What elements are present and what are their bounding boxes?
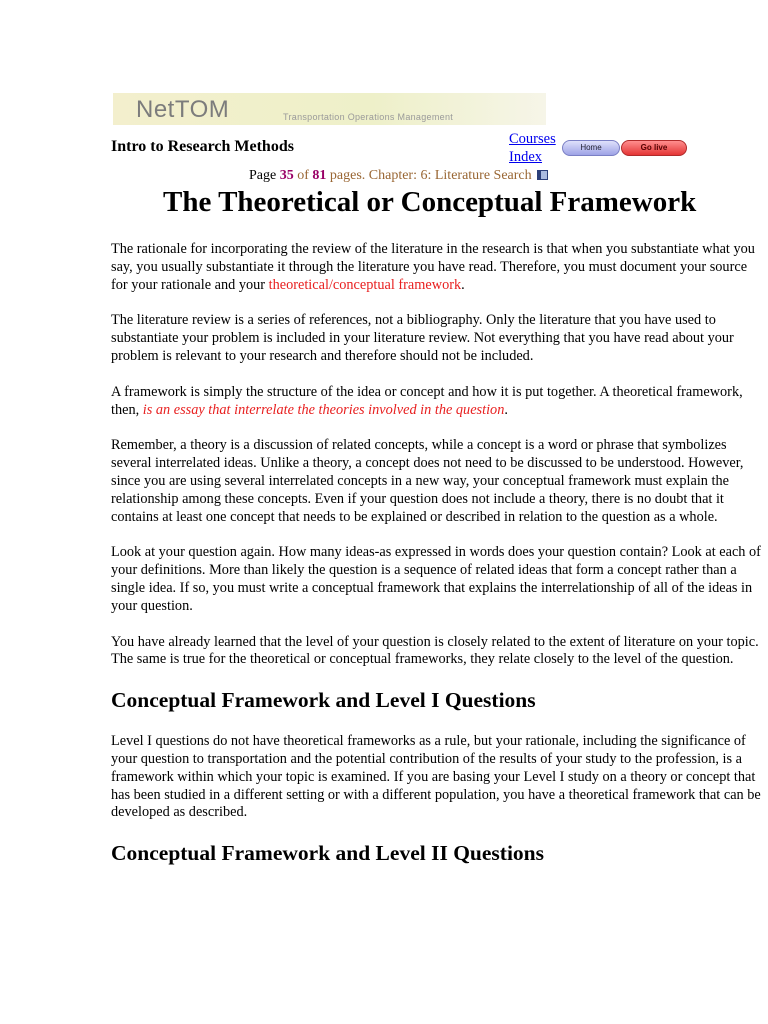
paragraph-text: The rationale for incorporating the review of the literature in the research is that when you substantiate what you say, you usually substantiate it through the literature you have read. Therefore, you must document your source for your rationale and your xyxy=(111,241,755,293)
page-indicator xyxy=(249,168,548,184)
current-page-number: 35 xyxy=(279,168,294,183)
paragraph-literature-review: The literature review is a series of references, not a bibliography. Only the literature that you have used to substantiate your problem is included in your literature review. Not everything that you have read about your problem is relevant to your research and therefore should not be included. xyxy=(111,312,734,364)
total-page-number: 81 xyxy=(312,168,327,183)
paragraph-framework-definition xyxy=(111,384,767,420)
paragraph-rationale xyxy=(111,241,767,294)
course-nav-links xyxy=(509,130,556,166)
paragraph-question-level: You have already learned that the level of your question is closely related to the extent of literature on your topic. The same is true for the theoretical or conceptual frameworks, they relate closely to the level of the question. xyxy=(111,633,759,668)
paragraph-theory-concept: Remember, a theory is a discussion of related concepts, while a concept is a word or phrase that symbolizes several interrelated ideas. Unlike a theory, a concept does not need to be discussed to be understood. However, since you are using several interrelated concepts in a new way, your conceptual framework must explain the relationship among these concepts. Even if your question does not include a theory, there is no doubt that it contains at least one concept that needs to be explained or described in relation to the question as a whole. xyxy=(111,437,744,525)
banner-subtitle: Transportation Operations Management xyxy=(283,112,454,122)
course-title: Intro to Research Methods xyxy=(111,138,294,155)
pager-of: of xyxy=(293,168,313,183)
courses-link[interactable]: Courses xyxy=(509,131,556,147)
section-heading-level-2: Conceptual Framework and Level II Questions xyxy=(111,841,544,866)
paragraph-level-1: Level I questions do not have theoretical frameworks as a rule, but your rationale, including the significance of your question to transportation and the potential contribution of the results of your study to the profession, is a framework within which your topic is examined. If you are basing your Level I study on a theory or concept that has been studied in a different setting or with a different population, you have a theoretical framework that can be developed as described. xyxy=(111,733,761,821)
go-live-button[interactable]: Go live xyxy=(621,140,687,156)
pager-prefix: Page xyxy=(249,168,280,183)
highlighted-definition: is an essay that interrelate the theories involved in the question xyxy=(142,401,505,418)
chapter-label: pages. Chapter: 6: Literature Search xyxy=(326,168,532,183)
paragraph-text: . xyxy=(504,401,508,418)
home-button[interactable]: Home xyxy=(562,140,620,156)
article-body xyxy=(111,241,767,886)
nettom-logo: NetTOM xyxy=(136,96,230,123)
paragraph-text: A framework is simply the structure of the idea or concept and how it is put together. A theoretical framework, then, xyxy=(111,383,743,418)
paragraph-text: . xyxy=(461,276,465,293)
index-link[interactable]: Index xyxy=(509,149,543,165)
book-icon[interactable] xyxy=(537,170,548,180)
paragraph-question-ideas: Look at your question again. How many ideas-as expressed in words does your question contain? Look at each of your definitions. More than likely the question is a sequence of related ideas that form a concept rather than a single idea. If so, you must write a conceptual framework that explains the interrelationship of all of the ideas in your question. xyxy=(111,544,761,614)
framework-link[interactable]: theoretical/conceptual framework xyxy=(268,276,462,293)
nettom-banner xyxy=(113,93,546,125)
section-heading-level-1: Conceptual Framework and Level I Questions xyxy=(111,688,536,713)
page-title: The Theoretical or Conceptual Framework xyxy=(163,186,697,218)
